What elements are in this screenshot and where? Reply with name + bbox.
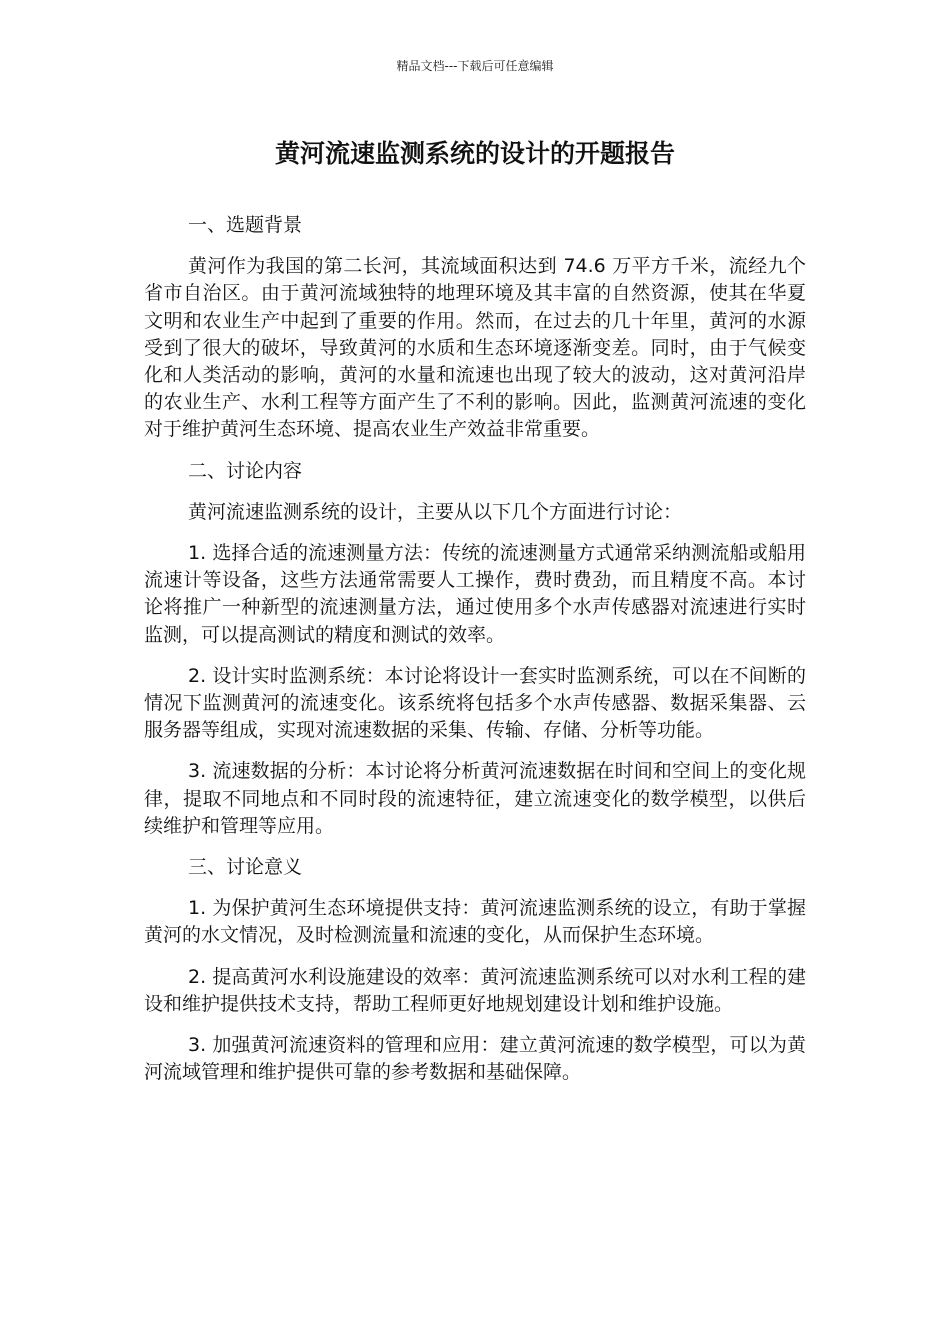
paragraph-discussion-item-1: 1. 选择合适的流速测量方法：传统的流速测量方式通常采纳测流船或船用流速计等设备，这些方法通常需要人工操作，费时费劲，而且精度不高。本讨论将推广一种新型的流速测量方法，通过使用多个水声传感器对流速进行实时监测，可以提高测试的精度和测试的效率。	[144, 542, 806, 646]
paragraph-significance-item-2: 2. 提高黄河水利设施建设的效率：黄河流速监测系统可以对水利工程的建设和维护提供技术支持，帮助工程师更好地规划建设计划和维护设施。	[144, 965, 806, 1015]
document-title: 黄河流速监测系统的设计的开题报告	[274, 139, 675, 168]
document-body	[144, 212, 806, 1100]
paragraph-discussion-item-3: 3. 流速数据的分析：本讨论将分析黄河流速数据在时间和空间上的变化规律，提取不同地点和不同时段的流速特征，建立流速变化的数学模型，以供后续维护和管理等应用。	[144, 760, 806, 837]
paragraph-significance-item-3: 3. 加强黄河流速资料的管理和应用：建立黄河流速的数学模型，可以为黄河流域管理和维护提供可靠的参考数据和基础保障。	[144, 1034, 806, 1084]
paragraph-discussion-intro: 黄河流速监测系统的设计，主要从以下几个方面进行讨论：	[188, 500, 683, 523]
paragraph-background: 黄河作为我国的第二长河，其流域面积达到 74.6 万平方千米，流经九个省市自治区。由于黄河流域独特的地理环境及其丰富的自然资源，使其在华夏文明和农业生产中起到了重要的作用。然而，在过去的几十年里，黄河的水源受到了很大的破坏，导致黄河的水质和生态环境逐渐变差。同时，由于气候变化和人类活动的影响，黄河的水量和流速也出现了较大的波动，这对黄河沿岸的农业生产、水利工程等方面产生了不利的影响。因此，监测黄河流速的变化对于维护黄河生态环境、提高农业生产效益非常重要。	[144, 255, 806, 441]
paragraph-significance-item-1: 1. 为保护黄河生态环境提供支持：黄河流速监测系统的设立，有助于掌握黄河的水文情况，及时检测流量和流速的变化，从而保护生态环境。	[144, 897, 806, 947]
section-heading-significance: 三、讨论意义	[188, 856, 303, 879]
section-heading-discussion-content: 二、讨论内容	[188, 459, 303, 482]
section-heading-background: 一、选题背景	[188, 214, 303, 236]
header-note: 精品文档---下载后可任意编辑	[396, 59, 554, 73]
paragraph-discussion-item-2: 2. 设计实时监测系统：本讨论将设计一套实时监测系统，可以在不间断的情况下监测黄河的流速变化。该系统将包括多个水声传感器、数据采集器、云服务器等组成，实现对流速数据的采集、传输、存储、分析等功能。	[144, 664, 806, 742]
